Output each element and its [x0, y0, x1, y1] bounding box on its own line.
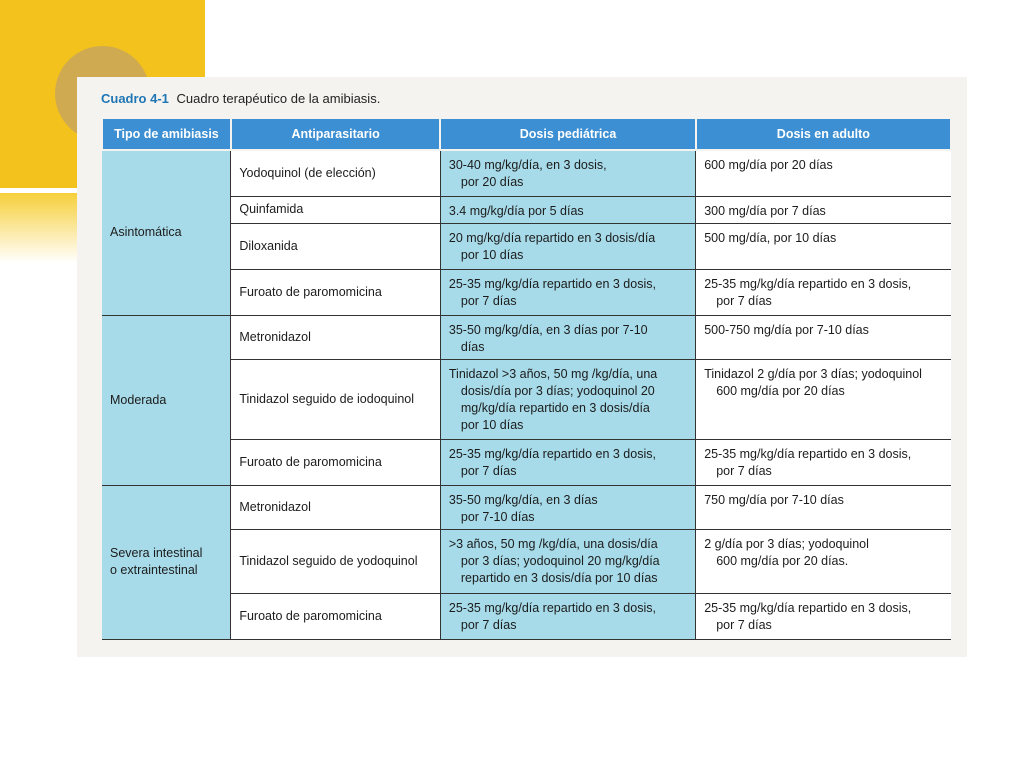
adult-dose-cell — [696, 359, 951, 439]
header-drug: Antiparasitario — [231, 118, 441, 150]
pediatric-dose-cell — [440, 315, 695, 359]
dose-line: dosis/día por 3 días; yodoquinol 20 — [460, 383, 655, 398]
dose-line: por 7 días — [460, 463, 517, 478]
adult-dose-cell — [696, 529, 951, 593]
dose-line: >3 años, 50 mg /kg/día, una dosis/día — [448, 536, 658, 551]
drug-cell: Metronidazol — [231, 315, 441, 359]
dose-line: 2 g/día por 3 días; yodoquinol — [704, 536, 869, 551]
adult-dose-cell — [696, 223, 951, 269]
table-header-row — [102, 118, 951, 150]
dose-line: por 7 días — [716, 463, 772, 478]
table-caption — [101, 91, 380, 106]
dose-line: 300 mg/día por 7 días — [704, 203, 826, 218]
drug-cell: Metronidazol — [231, 485, 441, 529]
dose-line: por 7-10 días — [460, 509, 535, 524]
pediatric-dose-cell — [440, 485, 695, 529]
drug-cell: Yodoquinol (de elección) — [231, 150, 441, 196]
dose-line: por 7 días — [716, 617, 772, 632]
dose-line: 25-35 mg/kg/día repartido en 3 dosis, — [704, 276, 912, 291]
dose-line: 25-35 mg/kg/día repartido en 3 dosis, — [448, 276, 656, 291]
dose-line: 3.4 mg/kg/día por 5 días — [448, 203, 584, 218]
dose-line: por 7 días — [716, 293, 772, 308]
dose-line: 600 mg/día por 20 días — [704, 158, 833, 172]
pediatric-dose-cell — [440, 359, 695, 439]
pediatric-dose-cell — [440, 439, 695, 485]
adult-dose-cell — [696, 485, 951, 529]
dose-line: Tinidazol 2 g/día por 3 días; yodoquinol — [704, 366, 922, 381]
adult-dose-cell — [696, 196, 951, 223]
adult-dose-cell — [696, 593, 951, 639]
pediatric-dose-cell — [440, 150, 695, 196]
dose-line: mg/kg/día repartido en 3 dosis/día — [460, 400, 650, 415]
dose-line: repartido en 3 dosis/día por 10 días — [460, 570, 658, 585]
drug-cell: Furoato de paromomicina — [231, 269, 441, 315]
dose-line: por 10 días — [460, 247, 524, 262]
table-row — [102, 485, 951, 529]
caption-number: Cuadro 4-1 — [101, 91, 169, 106]
pediatric-dose-cell — [440, 593, 695, 639]
adult-dose-cell — [696, 439, 951, 485]
caption-title: Cuadro terapéutico de la amibiasis. — [176, 91, 381, 106]
dose-line: 25-35 mg/kg/día repartido en 3 dosis, — [704, 446, 912, 461]
dose-line: por 20 días — [460, 175, 524, 189]
pediatric-dose-cell — [440, 223, 695, 269]
dose-line: Tinidazol >3 años, 50 mg /kg/día, una — [448, 366, 658, 381]
adult-dose-cell — [696, 150, 951, 196]
header-pediatric: Dosis pediátrica — [440, 118, 695, 150]
drug-cell: Furoato de paromomicina — [231, 439, 441, 485]
dose-line: 600 mg/día por 20 días. — [716, 553, 849, 568]
therapy-table — [101, 117, 952, 640]
dose-line: 30-40 mg/kg/día, en 3 dosis, — [448, 158, 607, 172]
dose-line: 25-35 mg/kg/día repartido en 3 dosis, — [448, 446, 656, 461]
dose-line: 500 mg/día, por 10 días — [704, 230, 837, 245]
dose-line: 25-35 mg/kg/día repartido en 3 dosis, — [704, 600, 912, 615]
dose-line: por 7 días — [460, 293, 517, 308]
dose-line: 750 mg/día por 7-10 días — [704, 492, 844, 507]
table-row — [102, 150, 951, 196]
drug-cell: Tinidazol seguido de iodoquinol — [231, 359, 441, 439]
dose-line: 600 mg/día por 20 días — [716, 383, 845, 398]
dose-line: 20 mg/kg/día repartido en 3 dosis/día — [448, 230, 656, 245]
adult-dose-cell — [696, 315, 951, 359]
adult-dose-cell — [696, 269, 951, 315]
dose-line: 500-750 mg/día por 7-10 días — [704, 322, 869, 337]
dose-line: por 3 días; yodoquinol 20 mg/kg/día — [460, 553, 660, 568]
dose-line: por 10 días — [460, 417, 524, 432]
amebiasis-type-cell: Severa intestinal o extraintestinal — [102, 485, 231, 639]
pediatric-dose-cell — [440, 196, 695, 223]
dose-line: 35-50 mg/kg/día, en 3 días por 7-10 — [448, 322, 648, 337]
dose-line: 35-50 mg/kg/día, en 3 días — [448, 492, 598, 507]
amebiasis-type-cell: Moderada — [102, 315, 231, 485]
drug-cell: Furoato de paromomicina — [231, 593, 441, 639]
dose-line: por 7 días — [460, 617, 517, 632]
dose-line: 25-35 mg/kg/día repartido en 3 dosis, — [448, 600, 656, 615]
pediatric-dose-cell — [440, 529, 695, 593]
decorative-yellow-fade — [0, 193, 77, 263]
pediatric-dose-cell — [440, 269, 695, 315]
header-adult: Dosis en adulto — [696, 118, 951, 150]
drug-cell: Quinfamida — [231, 196, 441, 223]
table-row — [102, 315, 951, 359]
amebiasis-type-cell: Asintomática — [102, 150, 231, 315]
dose-line: días — [460, 339, 485, 354]
header-type: Tipo de amibiasis — [102, 118, 231, 150]
drug-cell: Diloxanida — [231, 223, 441, 269]
drug-cell: Tinidazol seguido de yodoquinol — [231, 529, 441, 593]
